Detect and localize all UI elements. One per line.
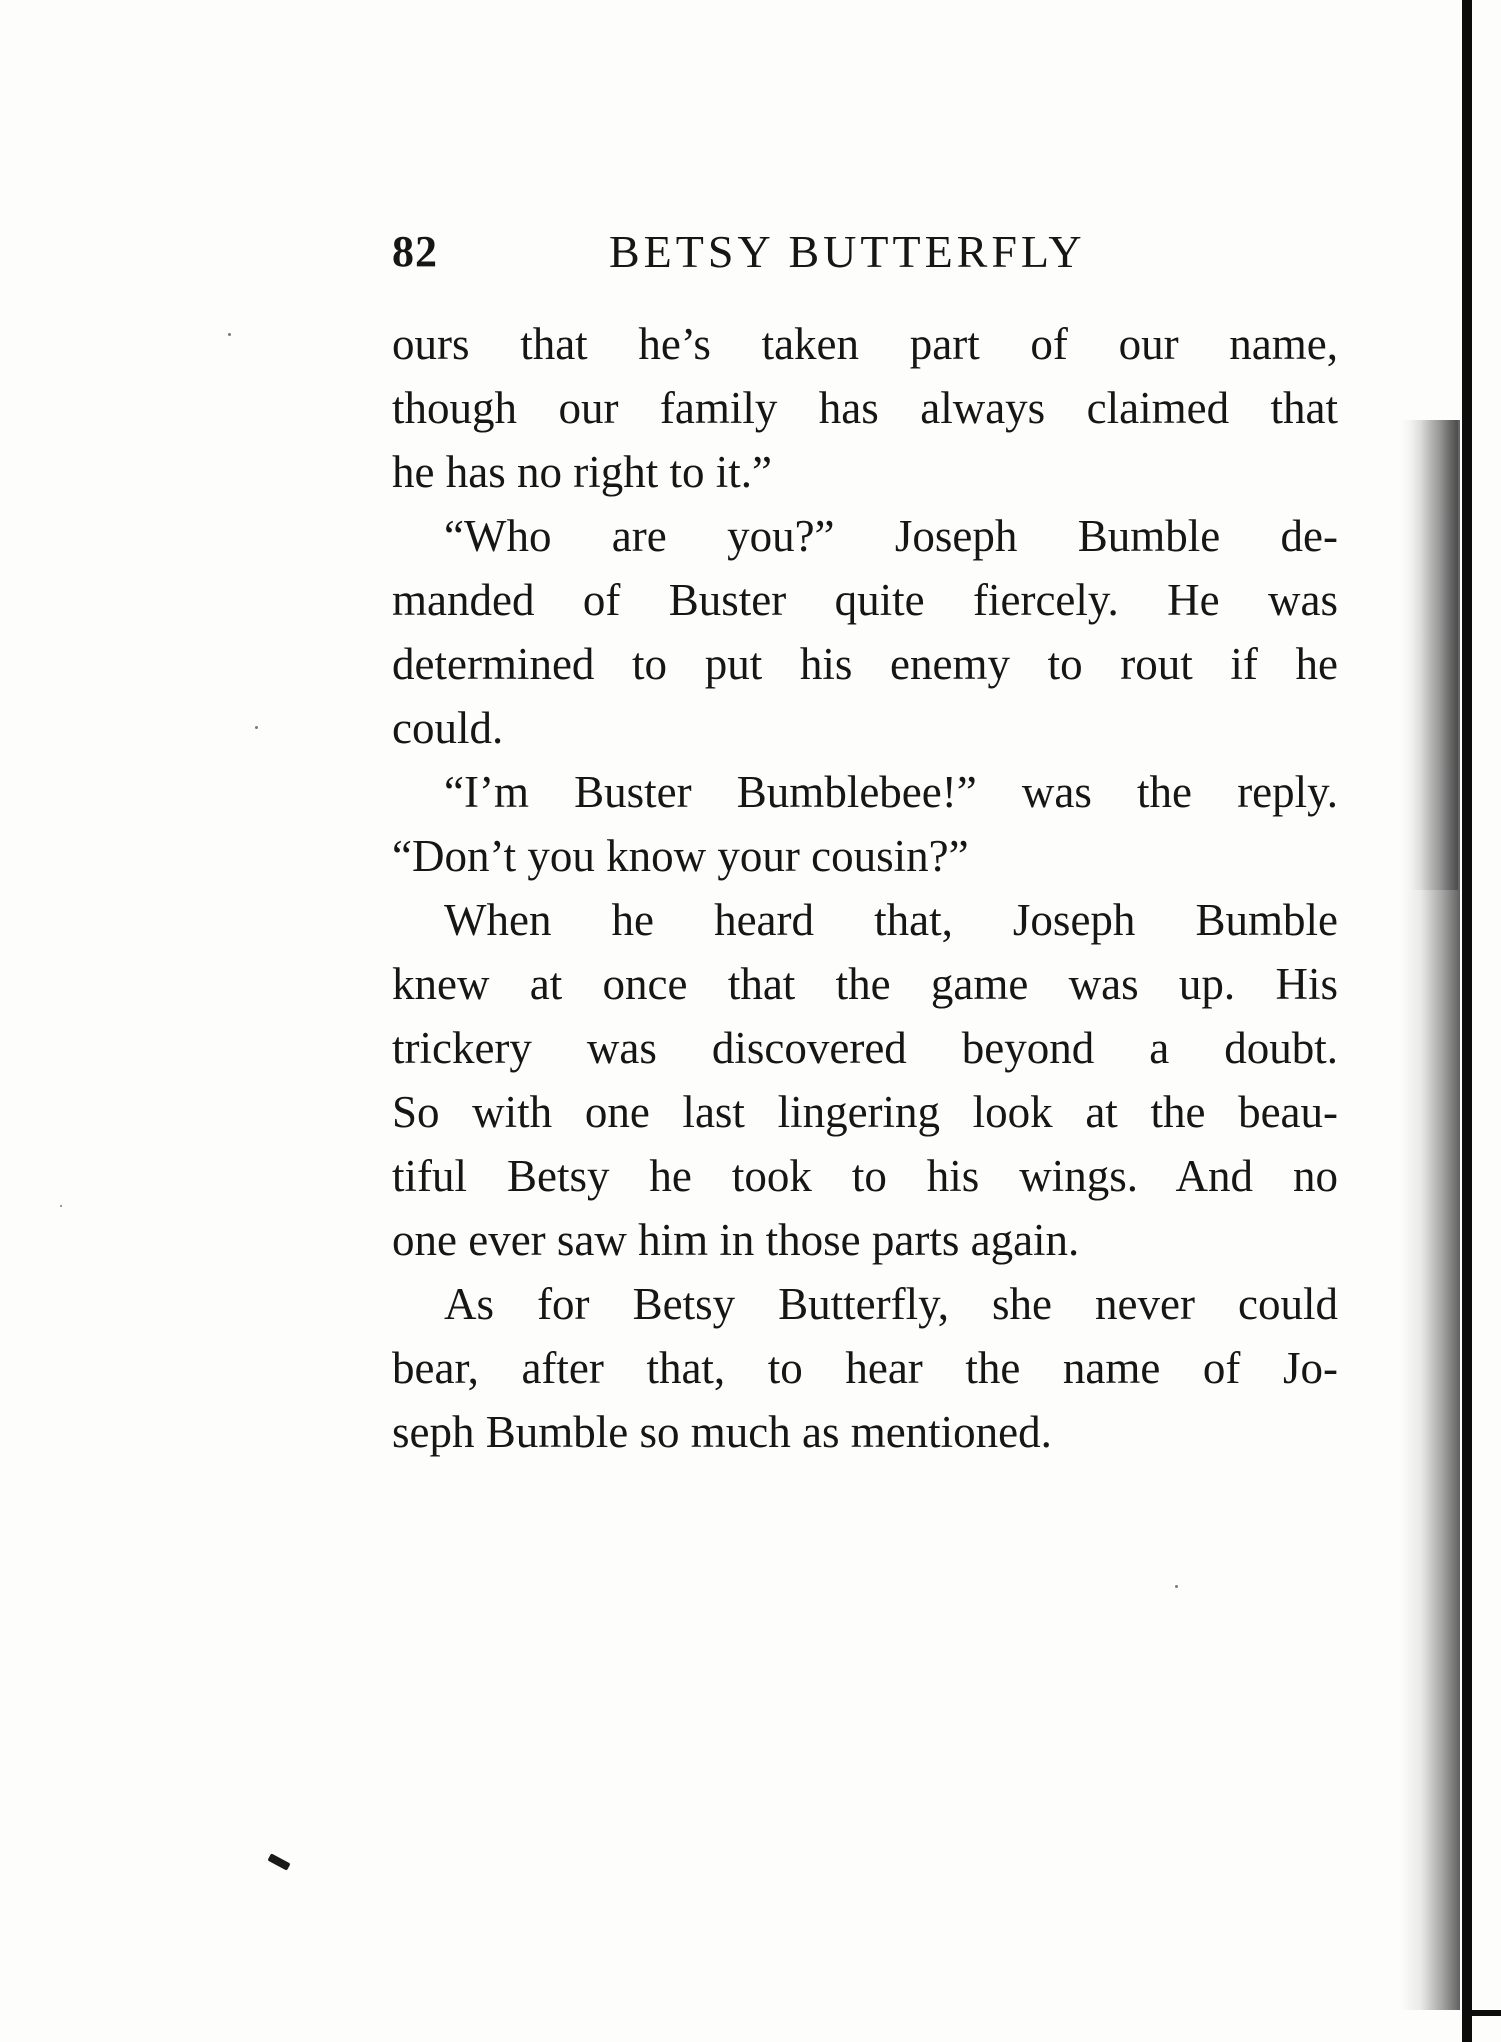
scan-speck bbox=[1175, 1585, 1178, 1588]
scan-speck bbox=[255, 726, 258, 729]
text-line: knew at once that the game was up. His bbox=[392, 959, 1338, 1009]
text-line: tiful Betsy he took to his wings. And no bbox=[392, 1151, 1338, 1201]
text-line: trickery was discovered beyond a doubt. bbox=[392, 1023, 1338, 1073]
text-line: When he heard that, Joseph Bumble bbox=[444, 895, 1338, 945]
binding-shadow-upper bbox=[1410, 420, 1458, 890]
text-line: bear, after that, to hear the name of Jo- bbox=[392, 1343, 1338, 1393]
text-line: seph Bumble so much as mentioned. bbox=[392, 1407, 1052, 1457]
text-line: could. bbox=[392, 703, 504, 753]
text-line: one ever saw him in those parts again. bbox=[392, 1215, 1080, 1265]
scan-speck bbox=[228, 333, 231, 336]
running-title: BETSY BUTTERFLY bbox=[609, 226, 1086, 277]
text-line: manded of Buster quite fiercely. He was bbox=[392, 575, 1338, 625]
page-number: 82 bbox=[392, 227, 438, 276]
text-line: “Who are you?” Joseph Bumble de- bbox=[444, 511, 1338, 561]
text-line: determined to put his enemy to rout if he bbox=[392, 639, 1338, 689]
body-text bbox=[392, 312, 1338, 1464]
stray-ink-mark bbox=[267, 1853, 290, 1870]
text-line: he has no right to it.” bbox=[392, 447, 772, 497]
text-line: So with one last lingering look at the beau- bbox=[392, 1087, 1338, 1137]
text-line: though our family has always claimed that bbox=[392, 383, 1338, 433]
text-line: As for Betsy Butterfly, she never could bbox=[444, 1279, 1338, 1329]
text-line: “I’m Buster Bumblebee!” was the reply. bbox=[444, 767, 1338, 817]
scan-speck bbox=[60, 1205, 62, 1207]
binding-edge bbox=[1462, 0, 1472, 2042]
text-line: ours that he’s taken part of our name, bbox=[392, 319, 1338, 369]
running-head bbox=[392, 222, 1192, 282]
binding-edge-foot bbox=[1462, 2010, 1501, 2016]
text-line: “Don’t you know your cousin?” bbox=[392, 831, 969, 881]
